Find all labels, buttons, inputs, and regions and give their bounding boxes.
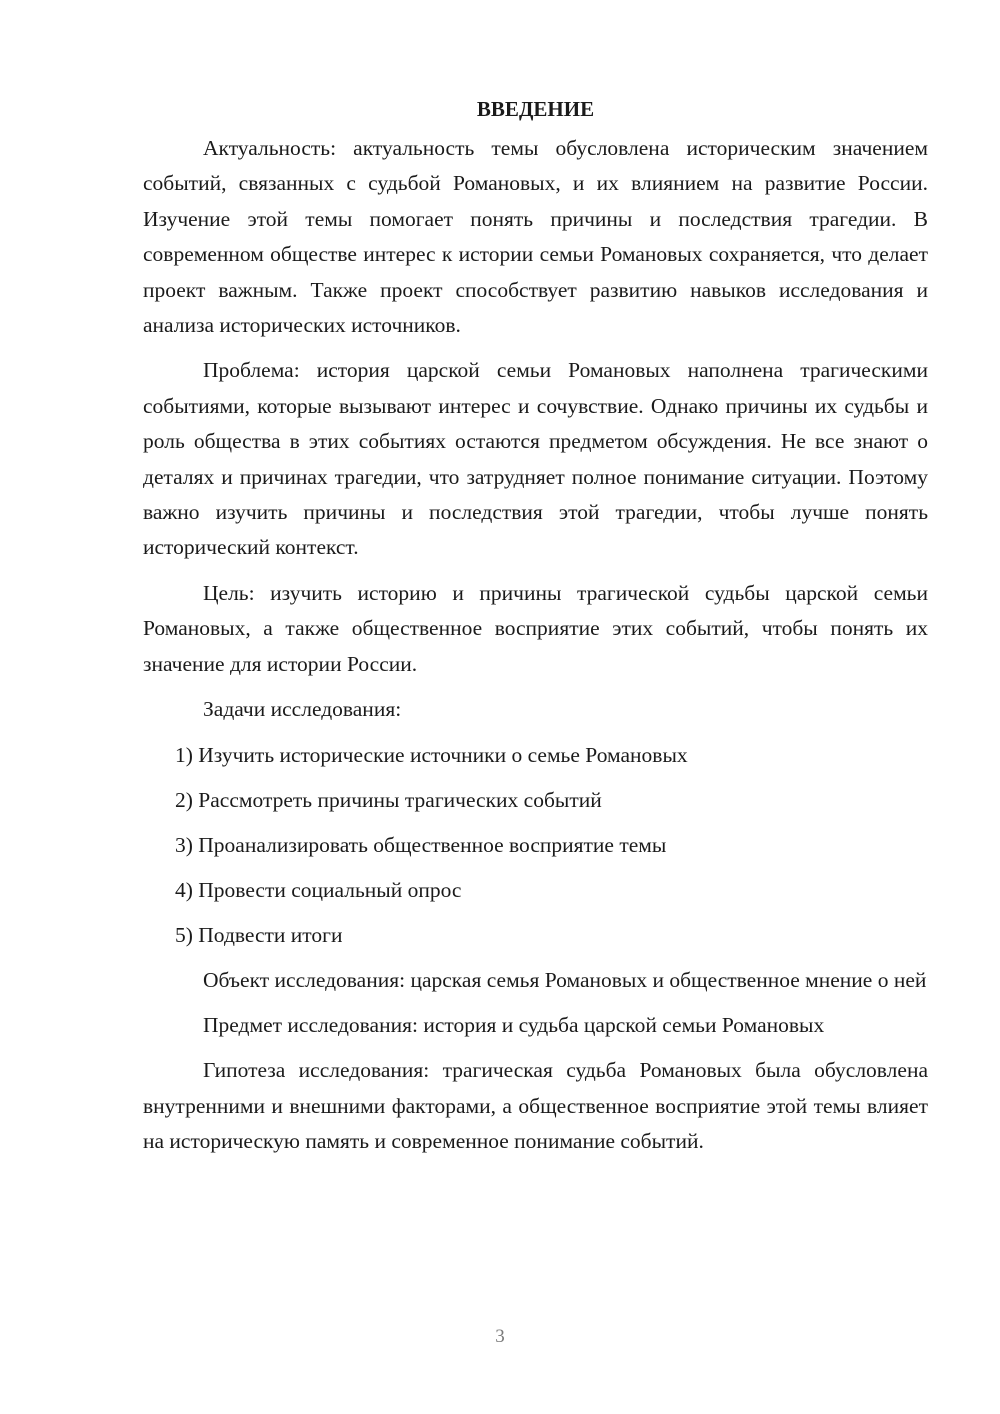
list-item: 5) Подвести итоги	[175, 922, 343, 947]
goal-paragraph: Цель: изучить историю и причины трагической судьбы царской семьи Романовых, а также общественное восприятие этих событий, чтобы понять их значение для истории России.	[143, 580, 928, 676]
relevance-paragraph: Актуальность: актуальность темы обусловлена историческим значением событий, связанных с судьбой Романовых, и их влиянием на развитие России. Изучение этой темы помогает понять причины и последствия трагедии. В современном обществе интерес к истории семьи Романовых сохраняется, что делает проект важным. Также проект способствует развитию навыков исследования и анализа исторических источников.	[143, 136, 928, 338]
document-page	[143, 92, 928, 1170]
problem-paragraph: Проблема: история царской семьи Романовых наполнена трагическими событиями, которые вызывают интерес и сочувствие. Однако причины их судьбы и роль общества в этих событиях остаются предметом обсуждения. Не все знают о деталях и причинах трагедии, что затрудняет полное понимание ситуации. Поэтому важно изучить причины и последствия этой трагедии, чтобы лучше понять исторический контекст.	[143, 358, 928, 560]
list-item: 3) Проанализировать общественное восприятие темы	[175, 832, 667, 857]
list-item: 2) Рассмотреть причины трагических событий	[175, 787, 602, 812]
list-item: 4) Провести социальный опрос	[175, 877, 462, 902]
subject-paragraph: Предмет исследования: история и судьба царской семьи Романовых	[203, 1012, 825, 1037]
section-title: ВВЕДЕНИЕ	[476, 97, 595, 121]
hypothesis-paragraph: Гипотеза исследования: трагическая судьба Романовых была обусловлена внутренними и внешними факторами, а общественное восприятие этой темы влияет на историческую память и современное понимание событий.	[143, 1058, 928, 1154]
page-number: 3	[495, 1326, 505, 1347]
tasks-heading: Задачи исследования:	[203, 697, 402, 722]
list-item: 1) Изучить исторические источники о семье Романовых	[175, 742, 688, 767]
object-paragraph: Объект исследования: царская семья Романовых и общественное мнение о ней	[203, 967, 927, 992]
tasks-list	[143, 738, 928, 953]
